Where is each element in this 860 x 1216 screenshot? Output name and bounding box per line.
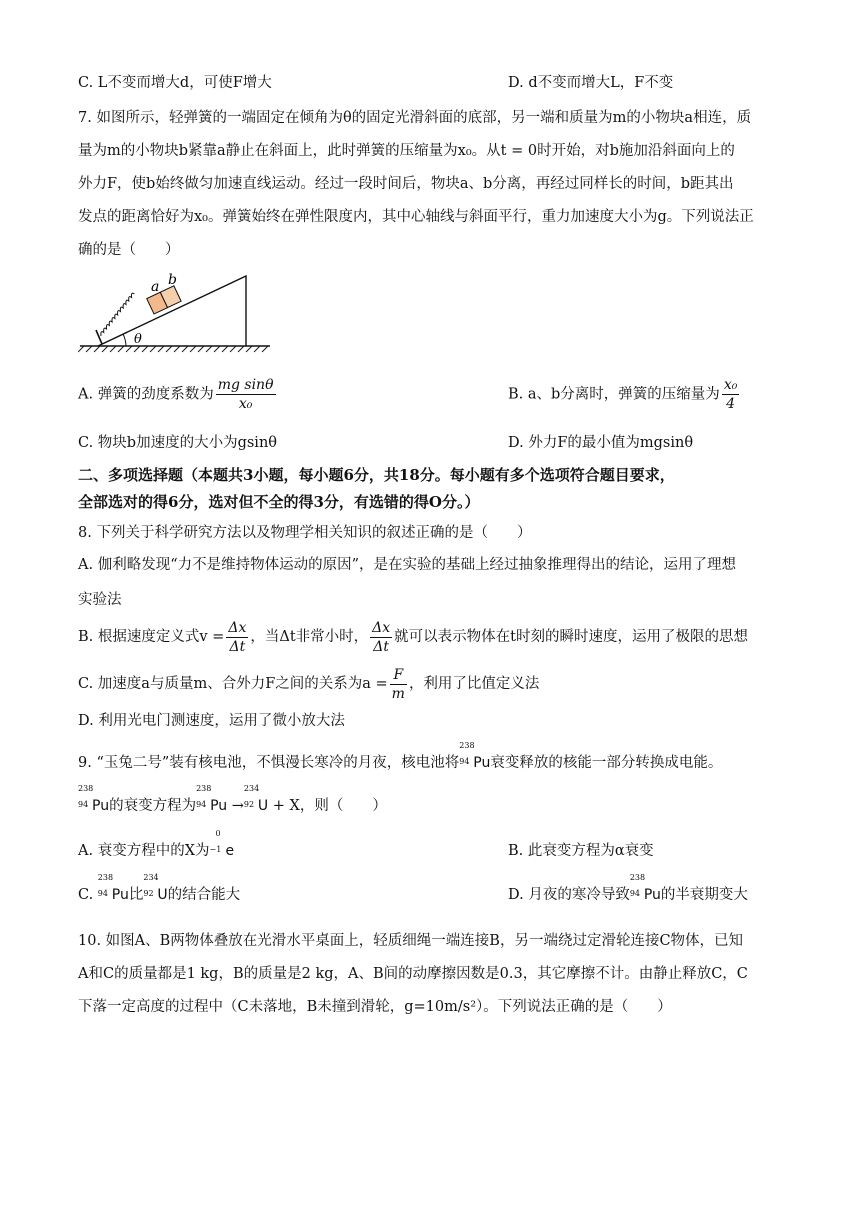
q9-line2-mid: 的衰变方程为 xyxy=(109,798,197,814)
nuclide-pu-238 xyxy=(97,873,129,911)
frac-numerator: Δx xyxy=(372,619,391,636)
q9-option-c-post: 的结合能大 xyxy=(167,887,241,903)
q10-stem-line3: 下落一定高度的过程中（C未落地，B未撞到滑轮，g=10m/s²）。下列说法正确的是（ ） xyxy=(78,999,672,1015)
atomic-number: 92 xyxy=(143,889,154,898)
q7-option-c xyxy=(78,428,788,459)
q7-option-a xyxy=(78,376,788,413)
nuclide-pu-238 xyxy=(459,741,491,779)
frac-denominator: Δt xyxy=(229,638,246,655)
q8-option-b-mid: ，当Δt非常小时， xyxy=(250,629,369,645)
q8-option-d: D. 利用光电门测速度，运用了微小放大法 xyxy=(78,713,345,729)
q9-option-d-post: 的半衰期变大 xyxy=(660,887,748,903)
q8-option-c-pre: C. 加速度a与质量m、合外力F之间的关系为a = xyxy=(78,676,388,692)
mass-number: 238 xyxy=(78,784,94,793)
q9-line2-post: + X，则（ ） xyxy=(272,798,387,814)
q7-stem-line4: 发点的距离恰好为x₀。弹簧始终在弹性限度内，其中心轴线与斜面平行，重力加速度大小为g。下列说法正 xyxy=(78,209,754,225)
nuclide-pu-238 xyxy=(78,784,110,822)
q7-option-b xyxy=(508,376,741,413)
mass-number: 238 xyxy=(629,873,646,882)
angle-arc xyxy=(123,334,126,346)
frac-denominator: m xyxy=(391,685,405,702)
q6-option-d: D. d不变而增大L，F不变 xyxy=(508,75,674,91)
mass-number: 234 xyxy=(143,873,159,882)
q8-option-b-fraction1 xyxy=(226,619,248,656)
section2-heading-line1: 二、多项选择题（本题共3小题，每小题6分，共18分。每小题有多个选项符合题目要求， xyxy=(78,466,675,484)
nuclide-pu-238 xyxy=(196,784,228,822)
frac-denominator: 4 xyxy=(726,396,736,412)
atomic-number: 94 xyxy=(78,800,89,809)
q8-option-a-line2: 实验法 xyxy=(78,592,122,608)
mass-number: 0 xyxy=(215,829,221,838)
q9-option-a-pre: A. 衰变方程中的X为 xyxy=(78,843,210,859)
nuclide-u-234 xyxy=(243,784,269,822)
q9-stem-line1 xyxy=(78,741,788,779)
atomic-number: 94 xyxy=(97,889,108,898)
frac-numerator: x₀ xyxy=(723,377,738,393)
element-symbol: U xyxy=(257,798,269,814)
q9-option-c xyxy=(78,873,788,911)
q8-option-a-line1: A. 伽利略发现“力不是维持物体运动的原因”，是在实验的基础上经过抽象推理得出的结论，运用了理想 xyxy=(78,557,737,573)
q9-option-d xyxy=(508,873,748,911)
q9-stem-line2 xyxy=(78,784,788,822)
q9-option-c-mid: 比 xyxy=(128,887,144,903)
q8-option-b-fraction2 xyxy=(370,619,392,656)
frac-numerator: Δx xyxy=(228,619,247,636)
q9-line1-pre: 9. “玉兔二号”装有核电池，不惧漫长寒冷的月夜，核电池将 xyxy=(78,755,460,771)
q7-stem-line1: 7. 如图所示，轻弹簧的一端固定在倾角为θ的固定光滑斜面的底部，另一端和质量为m的小物块a相连，质 xyxy=(78,110,752,126)
q7-option-a-fraction xyxy=(216,376,276,413)
q8-option-b-pre: B. 根据速度定义式v = xyxy=(78,629,225,645)
element-symbol: Pu xyxy=(92,798,110,814)
mass-number: 238 xyxy=(97,873,114,882)
section2-heading-line2: 全部选对的得6分，选对但不全的得3分，有选错的得O分。） xyxy=(78,493,480,511)
q8-option-c-fraction xyxy=(390,666,407,703)
q8-option-b xyxy=(78,617,788,657)
spring xyxy=(90,293,144,336)
q6-option-c-text: C. L不变而增大d，可使F增大 xyxy=(78,75,272,91)
element-symbol: Pu xyxy=(643,887,661,903)
element-symbol: Pu xyxy=(473,755,491,771)
q9-option-d-pre: D. 月夜的寒冷导致 xyxy=(508,887,630,903)
ground-hatching xyxy=(78,346,268,352)
element-symbol: Pu xyxy=(210,798,228,814)
nuclide-pu-238 xyxy=(629,873,661,911)
frac-denominator: x₀ xyxy=(238,396,253,412)
label-b: b xyxy=(168,272,177,288)
q7-stem-line2: 量为m的小物块b紧靠a静止在斜面上，此时弹簧的压缩量为x₀。从t = 0时开始，对b施加沿斜面向上的 xyxy=(78,143,735,159)
q8-stem: 8. 下列关于科学研究方法以及物理学相关知识的叙述正确的是（ ） xyxy=(78,525,532,541)
arrow-symbol: → xyxy=(231,798,244,814)
label-theta: θ xyxy=(134,332,142,347)
q7-option-a-text: A. 弹簧的劲度系数为 xyxy=(78,386,214,403)
q9-line1-post: 衰变释放的核能一部分转换成电能。 xyxy=(490,755,723,771)
nuclide-u-234 xyxy=(143,873,168,911)
frac-denominator: Δt xyxy=(373,638,390,655)
q9-option-a xyxy=(78,829,788,867)
q6-option-c xyxy=(78,68,788,99)
element-symbol: Pu xyxy=(111,887,129,903)
q7-stem-line3: 外力F，使b始终做匀加速直线运动。经过一段时间后，物块a、b分离，再经过同样长的时间，b距其出 xyxy=(78,176,734,192)
q7-option-b-fraction xyxy=(722,376,740,413)
element-symbol: U xyxy=(157,887,168,903)
q8-option-b-post: 就可以表示物体在t时刻的瞬时速度，运用了极限的思想 xyxy=(394,629,748,645)
q9-option-c-pre: C. xyxy=(78,887,94,903)
q7-option-d: D. 外力F的最小值为mgsinθ xyxy=(508,435,694,451)
mass-number: 238 xyxy=(459,741,475,750)
q7-option-c-text: C. 物块b加速度的大小为gsinθ xyxy=(78,435,278,451)
atomic-number: −1 xyxy=(209,845,222,854)
nuclide-electron xyxy=(209,829,235,867)
q8-option-c xyxy=(78,664,788,704)
label-a: a xyxy=(151,279,160,295)
atomic-number: 94 xyxy=(196,800,207,809)
q7-stem-line5: 确的是（ ） xyxy=(78,242,180,258)
mass-number: 238 xyxy=(196,784,212,793)
q7-option-b-text: B. a、b分离时，弹簧的压缩量为 xyxy=(508,386,720,403)
frac-numerator: F xyxy=(390,666,407,685)
q10-stem-line2: A和C的质量都是1 kg，B的质量是2 kg，A、B间的动摩擦因数是0.3，其它摩擦不计。由静止释放C，C xyxy=(78,966,748,982)
q9-option-b: B. 此衰变方程为α衰变 xyxy=(508,843,654,859)
q7-incline-figure xyxy=(78,268,278,358)
frac-numerator: mg sinθ xyxy=(217,377,274,393)
q8-option-c-post: ，利用了比值定义法 xyxy=(408,676,540,692)
element-symbol: e xyxy=(225,843,235,859)
q10-stem-line1: 10. 如图A、B两物体叠放在光滑水平桌面上，轻质细绳一端连接B，另一端绕过定滑轮连接C物体，已知 xyxy=(78,933,744,949)
atomic-number: 94 xyxy=(459,757,470,766)
atomic-number: 94 xyxy=(629,889,641,898)
mass-number: 234 xyxy=(243,784,260,793)
atomic-number: 92 xyxy=(243,800,255,809)
